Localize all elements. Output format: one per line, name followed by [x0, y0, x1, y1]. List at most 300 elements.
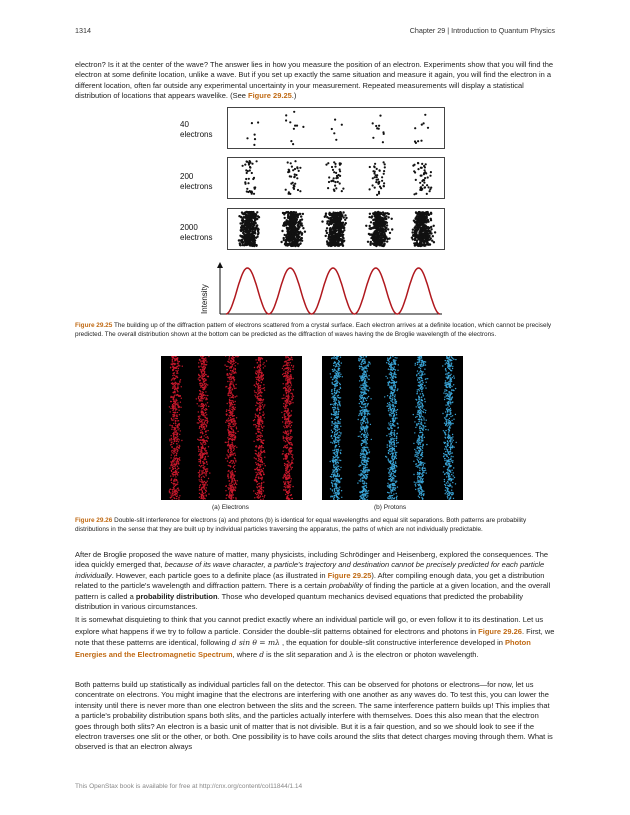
particle-dot [171, 482, 172, 483]
electron-dot [247, 182, 249, 184]
particle-dot [177, 416, 178, 417]
particle-dot [205, 447, 206, 448]
particle-dot [199, 359, 200, 360]
particle-dot [263, 407, 264, 408]
particle-dot [173, 468, 174, 469]
electron-dot [253, 193, 255, 195]
particle-dot [261, 402, 262, 403]
particle-dot [228, 435, 229, 436]
particle-dot [200, 385, 201, 386]
particle-dot [258, 476, 259, 477]
particle-dot [229, 493, 230, 494]
particle-dot [288, 462, 289, 463]
particle-dot [229, 483, 230, 484]
particle-dot [263, 399, 264, 400]
panel-40-label [180, 120, 212, 140]
particle-dot [228, 477, 229, 478]
particle-dot [255, 453, 256, 454]
particle-dot [176, 453, 177, 454]
particle-dot [258, 486, 259, 487]
electron-dot [241, 239, 243, 241]
particle-dot [234, 446, 235, 447]
particle-dot [200, 459, 201, 460]
electron-dot [378, 236, 380, 238]
intro-tail: .) [291, 91, 297, 101]
particle-dot [286, 390, 287, 391]
particle-dot [283, 398, 284, 399]
particle-dot [284, 484, 285, 485]
electron-dot [285, 223, 287, 225]
particle-dot [173, 406, 174, 407]
electron-dot [434, 231, 436, 233]
electron-dot [424, 218, 426, 220]
particle-dot [286, 392, 287, 393]
electron-dot [341, 224, 343, 226]
particle-dot [262, 440, 263, 441]
electron-dot [384, 166, 386, 168]
particle-dot [260, 406, 261, 407]
particle-dot [205, 412, 206, 413]
particle-dot [258, 373, 259, 374]
electron-dot [244, 164, 246, 166]
particle-dot [174, 498, 175, 499]
particle-dot [283, 388, 284, 389]
particle-dot [172, 450, 173, 451]
particle-dot [231, 383, 232, 384]
particle-dot [207, 395, 208, 396]
particle-dot [257, 492, 258, 493]
particle-dot [208, 446, 209, 447]
particle-dot [174, 439, 175, 440]
particle-dot [200, 356, 201, 357]
electron-dot [415, 193, 417, 195]
particle-dot [205, 470, 206, 471]
particle-dot [229, 446, 230, 447]
particle-dot [260, 435, 261, 436]
particle-dot [229, 399, 230, 400]
particle-dot [285, 385, 286, 386]
particle-dot [176, 358, 177, 359]
particle-dot [182, 366, 183, 367]
particle-dot [235, 362, 236, 363]
particle-dot [290, 414, 291, 415]
electron-dot [332, 226, 334, 228]
chapter-title: Chapter 29 | Introduction to Quantum Physics [409, 26, 555, 35]
particle-dot [290, 383, 291, 384]
particle-dot [390, 489, 391, 490]
electron-dot [298, 170, 300, 172]
particle-dot [289, 403, 290, 404]
particle-dot [257, 431, 258, 432]
particle-dot [173, 480, 174, 481]
particle-dot [258, 360, 259, 361]
particle-dot [225, 422, 226, 423]
particle-dot [199, 420, 200, 421]
particle-dot [292, 367, 293, 368]
particle-dot [287, 431, 288, 432]
particle-dot [176, 366, 177, 367]
electron-dot [330, 233, 332, 235]
particle-dot [237, 431, 238, 432]
particle-dot [171, 447, 172, 448]
particle-dot [175, 409, 176, 410]
particle-dot [174, 474, 175, 475]
electron-dot [289, 238, 291, 240]
particle-dot [263, 367, 264, 368]
particle-dot [200, 419, 201, 420]
particle-dot [285, 441, 286, 442]
particle-dot [290, 389, 291, 390]
particle-dot [234, 372, 235, 373]
electron-dot [248, 222, 250, 224]
particle-dot [205, 492, 206, 493]
particle-dot [203, 374, 204, 375]
particle-dot [199, 474, 200, 475]
particle-dot [261, 392, 262, 393]
particle-dot [199, 470, 200, 471]
electron-dot [369, 188, 371, 190]
electron-dot [254, 219, 256, 221]
particle-dot [202, 391, 203, 392]
electron-dot [386, 240, 388, 242]
electron-dot [422, 240, 424, 242]
particle-dot [175, 491, 176, 492]
particle-dot [227, 445, 228, 446]
electron-dot [333, 161, 335, 163]
particle-dot [205, 357, 206, 358]
particle-dot [260, 474, 261, 475]
particle-dot [170, 457, 171, 458]
particle-dot [235, 356, 236, 357]
particle-dot [256, 370, 257, 371]
particle-dot [205, 459, 206, 460]
particle-dot [289, 401, 290, 402]
particle-dot [201, 427, 202, 428]
particle-dot [206, 405, 207, 406]
electron-dot [285, 240, 287, 242]
electron-dot [373, 172, 375, 174]
particle-dot [175, 406, 176, 407]
electron-dot [249, 169, 251, 171]
particle-dot [230, 389, 231, 390]
particle-dot [202, 491, 203, 492]
electron-dot [386, 222, 388, 224]
electron-dot [302, 213, 304, 215]
particle-dot [229, 357, 230, 358]
particle-dot [292, 467, 293, 468]
electron-dot [294, 183, 296, 185]
electron-dot [297, 237, 299, 239]
electron-dot [256, 224, 258, 226]
electron-dot [298, 233, 300, 235]
electron-dot [415, 212, 417, 214]
electron-dot [335, 221, 337, 223]
electron-dot [419, 220, 421, 222]
particle-dot [177, 482, 178, 483]
particle-dot [288, 424, 289, 425]
particle-dot [260, 375, 261, 376]
particle-dot [258, 452, 259, 453]
particle-dot [283, 403, 284, 404]
particle-dot [200, 442, 201, 443]
particle-dot [177, 373, 178, 374]
particle-dot [261, 379, 262, 380]
particle-dot [235, 423, 236, 424]
particle-dot [206, 452, 207, 453]
particle-dot [233, 494, 234, 495]
electron-dot [383, 220, 385, 222]
particle-dot [181, 398, 182, 399]
particle-dot [292, 394, 293, 395]
particle-dot [228, 452, 229, 453]
particle-dot [255, 414, 256, 415]
particle-dot [171, 438, 172, 439]
particle-dot [173, 488, 174, 489]
particle-dot [390, 423, 391, 424]
particle-dot [172, 359, 173, 360]
particle-dot [289, 450, 290, 451]
particle-dot [169, 425, 170, 426]
particle-dot [206, 473, 207, 474]
electron-dot [326, 232, 328, 234]
particle-dot [202, 378, 203, 379]
particle-dot [206, 462, 207, 463]
particle-dot [207, 484, 208, 485]
particle-dot [263, 362, 264, 363]
electron-dot [256, 211, 258, 213]
particle-dot [233, 397, 234, 398]
particle-dot [171, 465, 172, 466]
electron-dot [250, 225, 252, 227]
particle-dot [229, 432, 230, 433]
particle-dot [174, 414, 175, 415]
particle-dot [179, 414, 180, 415]
particle-dot [287, 447, 288, 448]
electron-dot [426, 213, 428, 215]
particle-dot [177, 446, 178, 447]
particle-dot [256, 379, 257, 380]
electron-dot [370, 221, 372, 223]
particle-dot [177, 466, 178, 467]
electron-dot [288, 240, 290, 242]
particle-dot [334, 497, 335, 498]
particle-dot [287, 399, 288, 400]
particle-dot [172, 427, 173, 428]
particle-dot [201, 444, 202, 445]
particle-dot [285, 397, 286, 398]
particle-dot [258, 458, 259, 459]
particle-dot [200, 391, 201, 392]
electron-dot [337, 227, 339, 229]
electron-dot [334, 119, 336, 121]
particle-dot [172, 378, 173, 379]
particle-dot [288, 369, 289, 370]
particle-dot [258, 396, 259, 397]
particle-dot [261, 382, 262, 383]
particle-dot [231, 397, 232, 398]
electron-dot [420, 213, 422, 215]
particle-dot [234, 468, 235, 469]
particle-dot [264, 390, 265, 391]
particle-dot [171, 444, 172, 445]
particle-dot [256, 425, 257, 426]
electron-dot [328, 181, 330, 183]
electron-dot [417, 140, 419, 142]
particle-dot [231, 374, 232, 375]
particle-dot [201, 477, 202, 478]
particle-dot [232, 472, 233, 473]
particle-dot [233, 395, 234, 396]
particle-dot [290, 421, 291, 422]
particle-dot [202, 444, 203, 445]
electron-dot [286, 243, 288, 245]
particle-dot [177, 385, 178, 386]
particle-dot [396, 442, 397, 443]
particle-dot [228, 470, 229, 471]
particle-dot [175, 408, 176, 409]
particle-dot [175, 356, 176, 357]
particle-dot [177, 371, 178, 372]
particle-dot [257, 470, 258, 471]
particle-dot [177, 390, 178, 391]
particle-dot [202, 389, 203, 390]
particle-dot [232, 404, 233, 405]
electron-dot [285, 189, 287, 191]
particle-dot [255, 426, 256, 427]
electron-dot [299, 167, 301, 169]
particle-dot [291, 396, 292, 397]
particle-dot [291, 468, 292, 469]
electron-dot [338, 218, 340, 220]
electron-dot [292, 187, 294, 189]
particle-dot [291, 478, 292, 479]
particle-dot [388, 458, 389, 459]
particle-dot [255, 405, 256, 406]
electron-dot [332, 169, 334, 171]
particle-dot [364, 437, 365, 438]
figure-25-link[interactable]: Figure 29.25 [248, 91, 292, 101]
particle-dot [285, 423, 286, 424]
particle-dot [258, 375, 259, 376]
electron-dot [374, 163, 376, 165]
electron-dot [291, 233, 293, 235]
electron-dot [294, 160, 296, 162]
photons-dots [322, 356, 463, 500]
particle-dot [235, 480, 236, 481]
particle-dot [205, 424, 206, 425]
particle-dot [262, 430, 263, 431]
particle-dot [204, 477, 205, 478]
particle-dot [203, 485, 204, 486]
particle-dot [234, 457, 235, 458]
particle-dot [172, 357, 173, 358]
electron-dot [326, 220, 328, 222]
particle-dot [226, 373, 227, 374]
particle-dot [263, 384, 264, 385]
particle-dot [230, 417, 231, 418]
electron-dot [423, 182, 425, 184]
electron-dot [242, 221, 244, 223]
particle-dot [231, 400, 232, 401]
particle-dot [286, 421, 287, 422]
particle-dot [287, 365, 288, 366]
particle-dot [230, 412, 231, 413]
particle-dot [262, 379, 263, 380]
particle-dot [207, 376, 208, 377]
electron-dot [326, 242, 328, 244]
electron-dot [325, 230, 327, 232]
particle-dot [287, 438, 288, 439]
particle-dot [283, 481, 284, 482]
particle-dot [199, 465, 200, 466]
particle-dot [288, 453, 289, 454]
particle-dot [235, 460, 236, 461]
electron-dot [380, 213, 382, 215]
electron-dot [374, 231, 376, 233]
electron-dot [381, 234, 383, 236]
particle-dot [172, 467, 173, 468]
particle-dot [260, 365, 261, 366]
particle-dot [262, 423, 263, 424]
particle-dot [261, 483, 262, 484]
particle-dot [284, 445, 285, 446]
particle-dot [258, 483, 259, 484]
particle-dot [175, 368, 176, 369]
electron-dot [249, 167, 251, 169]
particle-dot [201, 447, 202, 448]
particle-dot [256, 437, 257, 438]
particle-dot [235, 490, 236, 491]
electron-dot [284, 243, 286, 245]
electron-dot [424, 171, 426, 173]
particle-dot [287, 441, 288, 442]
particle-dot [176, 376, 177, 377]
particle-dot [204, 422, 205, 423]
particle-dot [233, 367, 234, 368]
particle-dot [283, 369, 284, 370]
particle-dot [289, 380, 290, 381]
particle-dot [233, 490, 234, 491]
particle-dot [234, 388, 235, 389]
electron-dot [428, 186, 430, 188]
particle-dot [232, 490, 233, 491]
particle-dot [204, 415, 205, 416]
electron-dot [339, 222, 341, 224]
particle-dot [205, 410, 206, 411]
particle-dot [233, 461, 234, 462]
electron-dot [327, 162, 329, 164]
particle-dot [233, 434, 234, 435]
particle-dot [264, 365, 265, 366]
particle-dot [287, 372, 288, 373]
particle-dot [283, 394, 284, 395]
particle-dot [203, 470, 204, 471]
particle-dot [228, 432, 229, 433]
electron-dot [324, 216, 326, 218]
particle-dot [290, 386, 291, 387]
particle-dot [228, 465, 229, 466]
particle-dot [234, 425, 235, 426]
particle-dot [288, 433, 289, 434]
particle-dot [257, 366, 258, 367]
particle-dot [231, 391, 232, 392]
particle-dot [235, 482, 236, 483]
particle-dot [285, 418, 286, 419]
particle-dot [339, 460, 340, 461]
electron-dot [242, 165, 244, 167]
electron-dot [326, 227, 328, 229]
electron-dot [341, 124, 343, 126]
